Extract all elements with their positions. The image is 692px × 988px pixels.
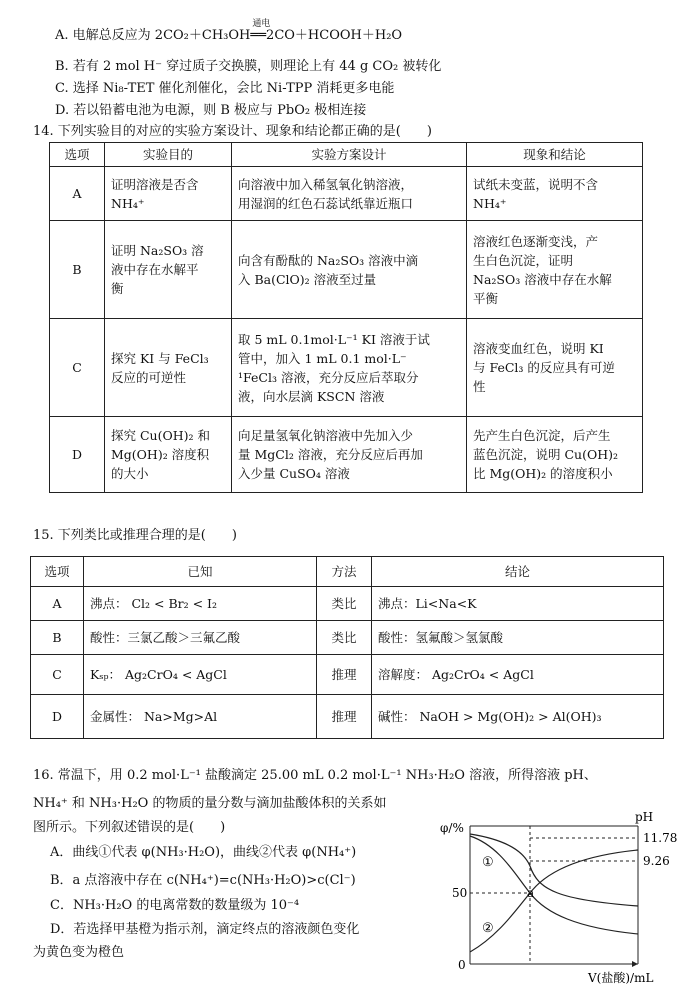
q16-option-d-cont: 为黄色变为橙色: [33, 945, 125, 960]
q13-option-d: D. 若以铅蓄电池为电源，则 B 极应与 PbO₂ 极相连接: [55, 103, 367, 118]
curve-2-label: ②: [482, 921, 494, 936]
curve-1-line: [470, 836, 638, 934]
q14-header-row: [50, 143, 643, 167]
y-left-label: φ/%: [440, 821, 464, 835]
q16-stem-line2: NH₄⁺ 和 NH₃·H₂O 的物质的量分数与滴加盐酸体积的关系如: [33, 796, 387, 811]
q14-header: 实验目的: [105, 143, 232, 167]
table-row: A 证明溶液是否含 NH₄⁺ 向溶液中加入稀氢氧化钠溶液， 用湿润的红色石蕊试纸靠近瓶口 试纸未变蓝，说明不含 NH₄⁺: [50, 167, 643, 221]
q16-option-d: D．若选择甲基橙为指示剂，滴定终点的溶液颜色变化: [50, 922, 360, 937]
ph-mid-label: 9.26: [643, 854, 670, 868]
q13-option-b: B. 若有 2 mol H⁻ 穿过质子交换膜，则理论上有 44 g CO₂ 被转化: [55, 59, 442, 74]
table-row: D 金属性： Na>Mg>Al 推理 碱性： NaOH > Mg(OH)₂ > Al(OH)₃: [31, 695, 664, 739]
table-row: C 探究 KI 与 FeCl₃ 反应的可逆性 取 5 mL 0.1mol·L⁻¹ KI 溶液于试 管中，加入 1 mL 0.1 mol·L⁻ ¹FeCl₃ 溶液，充分反应后萃取分 液，向水层滴 KSCN 溶液 溶液变血红色，说明 KI 与 FeCl₃ 的反应具有可逆 性: [50, 319, 643, 417]
tick-50: 50: [452, 886, 468, 900]
curve-1-label: ①: [482, 855, 494, 870]
y-right-label: pH: [635, 810, 654, 824]
q16-option-c: C．NH₃·H₂O 的电离常数的数量级为 10⁻⁴: [50, 898, 300, 913]
q14-header: 现象和结论: [467, 143, 643, 167]
q15-header: 方法: [317, 557, 372, 587]
x-axis-arrow: [632, 961, 638, 967]
q16-option-b: B．a 点溶液中存在 c(NH₄⁺)=c(NH₃·H₂O)>c(Cl⁻): [50, 873, 356, 888]
ph-hi-label: 11.78: [643, 831, 678, 845]
q16-option-a: A．曲线①代表 φ(NH₃·H₂O)，曲线②代表 φ(NH₄⁺): [50, 845, 357, 860]
table-row: C Kₛₚ： Ag₂CrO₄ < AgCl 推理 溶解度： Ag₂CrO₄ < AgCl: [31, 655, 664, 695]
x-axis-label: V(盐酸)/mL: [588, 971, 654, 984]
q15-stem: 15. 下列类比或推理合理的是( ): [33, 528, 237, 543]
q13-option-a-text: 电解总反应为 2CO₂＋CH₃OH 通电 ══2CO＋HCOOH＋H₂O: [73, 28, 402, 43]
table-row: D 探究 Cu(OH)₂ 和 Mg(OH)₂ 溶度积 的大小 向足量氢氧化钠溶液中先加入少 量 MgCl₂ 溶液，充分反应后再加 入少量 CuSO₄ 溶液 先产生白色沉淀，后产生 蓝色沉淀，说明 Cu(OH)₂ 比 Mg(OH)₂ 的溶度积小: [50, 417, 643, 493]
table-row: B 酸性：三氯乙酸＞三氟乙酸 类比 酸性：氢氟酸＞氢氯酸: [31, 621, 664, 655]
table-row: B 证明 Na₂SO₃ 溶 液中存在水解平 衡 向含有酚酞的 Na₂SO₃ 溶液中滴 入 Ba(ClO)₂ 溶液至过量 溶液红色逐渐变浅，产 生白色沉淀，证明 Na₂SO₃ 溶液中存在水解 平衡: [50, 221, 643, 319]
q16-titration-graph: [438, 806, 688, 984]
q14-stem: 14. 下列实验目的对应的实验方案设计、现象和结论都正确的是( ): [33, 124, 432, 139]
q15-header: 结论: [372, 557, 664, 587]
tick-0: 0: [458, 958, 466, 972]
q15-table: [30, 556, 664, 739]
table-row: A 沸点： Cl₂ < Br₂ < I₂ 类比 沸点：Li<Na<K: [31, 587, 664, 621]
electrolysis-label: 通电: [252, 19, 271, 29]
q15-header: 已知: [84, 557, 317, 587]
q14-header: 选项: [50, 143, 105, 167]
curve-2-line: [470, 850, 638, 952]
ph-curve-line: [470, 834, 638, 906]
point-a-label: a: [527, 886, 535, 900]
q14-header: 实验方案设计: [232, 143, 467, 167]
q13-option-a: A. 电解总反应为 2CO₂＋CH₃OH 通电 ══2CO＋HCOOH＋H₂O: [55, 24, 402, 43]
q15-header-row: [31, 557, 664, 587]
q16-stem-line3: 图所示。下列叙述错误的是( ): [33, 820, 226, 835]
q15-header: 选项: [31, 557, 84, 587]
q14-table: [49, 142, 643, 493]
q16-stem-line1: 16. 常温下，用 0.2 mol·L⁻¹ 盐酸滴定 25.00 mL 0.2 mol·L⁻¹ NH₃·H₂O 溶液，所得溶液 pH、: [33, 768, 597, 783]
q13-option-c: C. 选择 Ni₈-TET 催化剂催化，会比 Ni-TPP 消耗更多电能: [55, 81, 395, 96]
